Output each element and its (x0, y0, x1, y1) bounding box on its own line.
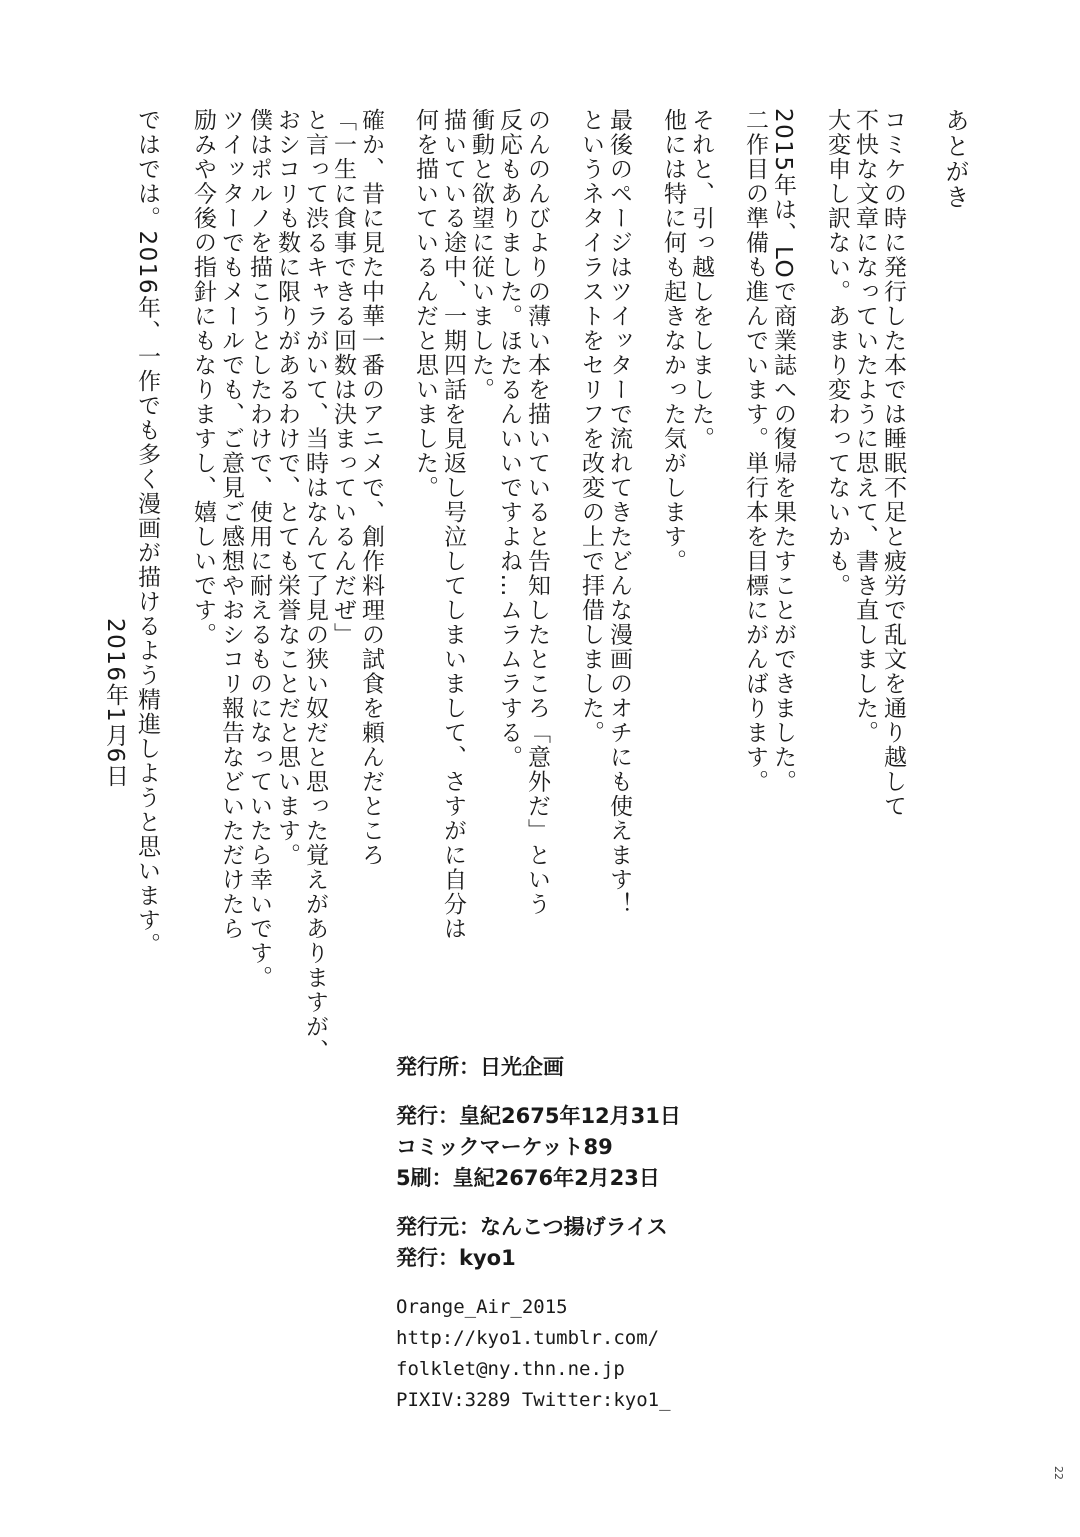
afterword-line: 何を描いているんだと思いました。 (412, 108, 438, 500)
afterword-line: 僕はポルノを描こうとしたわけで、使用に耐えるものになっていたら幸いです。 (246, 108, 272, 990)
afterword-line: 他には特に何も起きなかった気がします。 (660, 108, 686, 574)
afterword-line: 励みや今後の指針にもなりますし、嬉しいです。 (190, 108, 216, 647)
publisher-line (396, 1052, 956, 1083)
afterword-section (90, 108, 970, 1064)
afterword-line: のんのんびよりの薄い本を描いていると告知したところ「意外だ」という (524, 108, 550, 917)
afterword-line: ではでは。2016年、一作でも多く漫画が描けるよう精進しようと思います。 (134, 108, 160, 957)
afterword-line: 不快な文章になっていたように思えて、書き直しました。 (852, 108, 878, 745)
social-accounts: PIXIV:3289 Twitter:kyo1_ (396, 1389, 671, 1411)
publisher-label: 発行所： (396, 1055, 480, 1079)
afterword-line: と言って渋るキャラがいて、当時はなんて了見の狭い奴だと思った覚えがありますが、 (302, 108, 328, 1064)
issue-label: 発行： (396, 1104, 459, 1128)
reprint-line (396, 1163, 956, 1194)
website-url: http://kyo1.tumblr.com/ (396, 1327, 660, 1349)
afterword-line: 2015年は、LOで商業誌への復帰を果たすことができました。 (770, 108, 796, 794)
colophon (396, 1052, 956, 1416)
author-name: kyo1 (459, 1246, 516, 1270)
afterword-line: 「一生に食事できる回数は決まっているんだぜ」 (330, 108, 356, 647)
afterword-date: 2016年1月6日 (102, 618, 128, 789)
afterword-line: ツイッターでもメールでも、ご意見ご感想やおシコリ報告などいただけたら (218, 108, 244, 941)
reprint-label: 5刷： (396, 1166, 453, 1190)
afterword-line: というネタイラストをセリフを改変の上で拝借しました。 (578, 108, 604, 745)
afterword-line: 確か、昔に見た中華一番のアニメで、創作料理の試食を頼んだところ (358, 108, 384, 868)
circle-label: 発行元： (396, 1215, 480, 1239)
page-number: 22 (1052, 1466, 1065, 1480)
afterword-line: 最後のページはツイッターで流れてきたどんな漫画のオチにも使えます！ (606, 108, 632, 917)
afterword-line: それと、引っ越しをしました。 (688, 108, 714, 451)
author-label: 発行： (396, 1246, 459, 1270)
book-title: Orange_Air_2015 (396, 1296, 568, 1318)
contact-email: folklet@ny.thn.ne.jp (396, 1358, 625, 1380)
afterword-line: おシコリも数に限りがあるわけで、とても栄誉なことだと思います。 (274, 108, 300, 868)
afterword-line: 描いている途中、一期四話を見返し号泣してしまいまして、さすがに自分は (440, 108, 466, 941)
circle-name: なんこつ揚げライス (480, 1215, 668, 1239)
issue-date: 皇紀2675年12月31日 (459, 1104, 681, 1128)
afterword-line: 衝動と欲望に従いました。 (468, 108, 494, 402)
afterword-line: 二作目の準備も進んでいます。単行本を目標にがんばります。 (742, 108, 768, 794)
publisher-name: 日光企画 (480, 1055, 564, 1079)
reprint-date: 皇紀2676年2月23日 (452, 1166, 660, 1190)
circle-line (396, 1212, 956, 1243)
event-name: コミックマーケット89 (396, 1135, 613, 1159)
afterword-line: 反応もありました。ほたるんいいですよね…ムラムラする。 (496, 108, 522, 770)
afterword-line: 大変申し訳ない。あまり変わってないかも。 (824, 108, 850, 598)
author-line (396, 1243, 956, 1274)
issue-line (396, 1101, 956, 1132)
afterword-heading: あとがき (941, 108, 969, 210)
afterword-line: コミケの時に発行した本では睡眠不足と疲労で乱文を通り越して (880, 108, 906, 819)
